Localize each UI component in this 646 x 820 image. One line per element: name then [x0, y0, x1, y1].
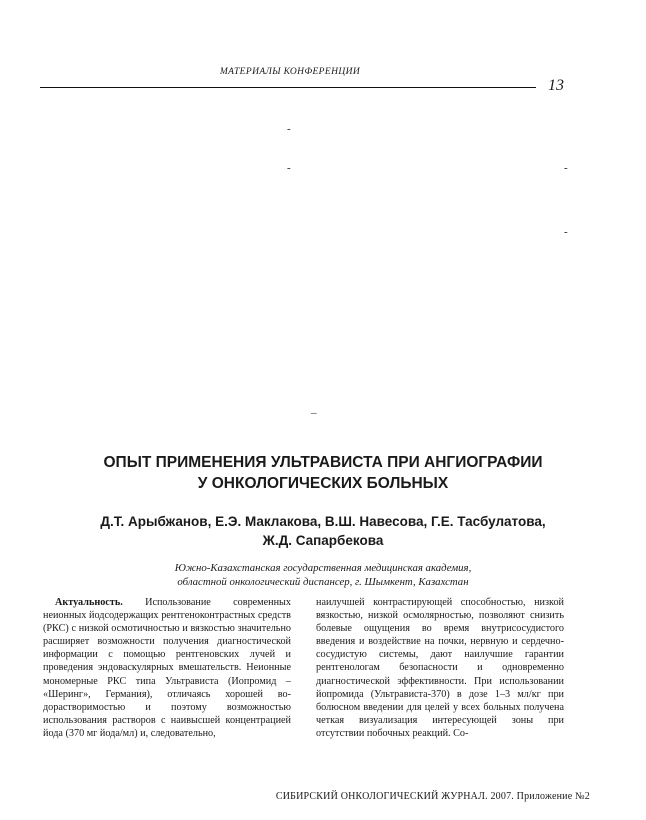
stray-dash-mark: - [564, 162, 568, 174]
paragraph-text: наилучшей контрастирующей способностью, низкой вязкостью, низкой осмолярностью, позволяют снизить болевые ощущения во время внутрисосудистого введения и воздействие на почки, нервную и сердечно-сосудистую системы, дают наилучшие гарантии рентгенологам безопасности и одновременно диагностической эффективности. При использовании йопромида (Ультрависта-370) в дозе 1–3 мл/кг при болюсном введении для целей у всех больных получена четкая визуализация интересующей зоны при отсутствии побочных реакций. Со- [316, 597, 564, 739]
running-head: МАТЕРИАЛЫ КОНФЕРЕНЦИИ [219, 67, 361, 77]
affiliation-line: Южно-Казахстанская государственная медицинская академия, [174, 562, 472, 574]
author-line: Ж.Д. Сапарбекова [262, 533, 384, 548]
body-column-right [316, 596, 564, 740]
article-title-line: У ОНКОЛОГИЧЕСКИХ БОЛЬНЫХ [197, 475, 449, 492]
stray-dash-mark: - [564, 226, 568, 238]
body-column-left [43, 596, 291, 740]
page-number: 13 [548, 77, 564, 94]
affiliation-line: областной онкологический диспансер, г. Шымкент, Казахстан [177, 576, 469, 588]
article-title [40, 452, 606, 494]
stray-dash-mark: - [287, 123, 291, 135]
article-title-line: ОПЫТ ПРИМЕНЕНИЯ УЛЬТРАВИСТА ПРИ АНГИОГРАФИИ [103, 454, 543, 471]
author-list [40, 512, 606, 550]
paragraph-text: Использование современных неионных йодсодержащих рентгеноконтрастных средств (РКС) с низкой осмотичностью и вязкостью значительно расширяет возможности получения диагностической информации с помощью рентгеновских лучей и проведения эндоваскулярных вмешательств. Неионные мономерные РКС типа Ультрависта (Иопромид – «Шеринг», Германия), отличаясь хорошей водорастворимостью и поэтому возможностью использования растворов с наивысшей концентрацией йода (370 мг йода/мл) и, следовательно, [43, 597, 291, 739]
section-lead-label: Актуальность. [55, 597, 123, 608]
journal-footer: СИБИРСКИЙ ОНКОЛОГИЧЕСКИЙ ЖУРНАЛ. 2007. Приложение №2 [275, 791, 590, 802]
stray-dash-mark: – [311, 407, 317, 419]
stray-dash-mark: - [287, 162, 291, 174]
header-rule [40, 87, 536, 88]
affiliation [40, 561, 606, 589]
author-line: Д.Т. Арыбжанов, Е.Э. Маклакова, В.Ш. Навесова, Г.Е. Тасбулатова, [100, 514, 546, 529]
